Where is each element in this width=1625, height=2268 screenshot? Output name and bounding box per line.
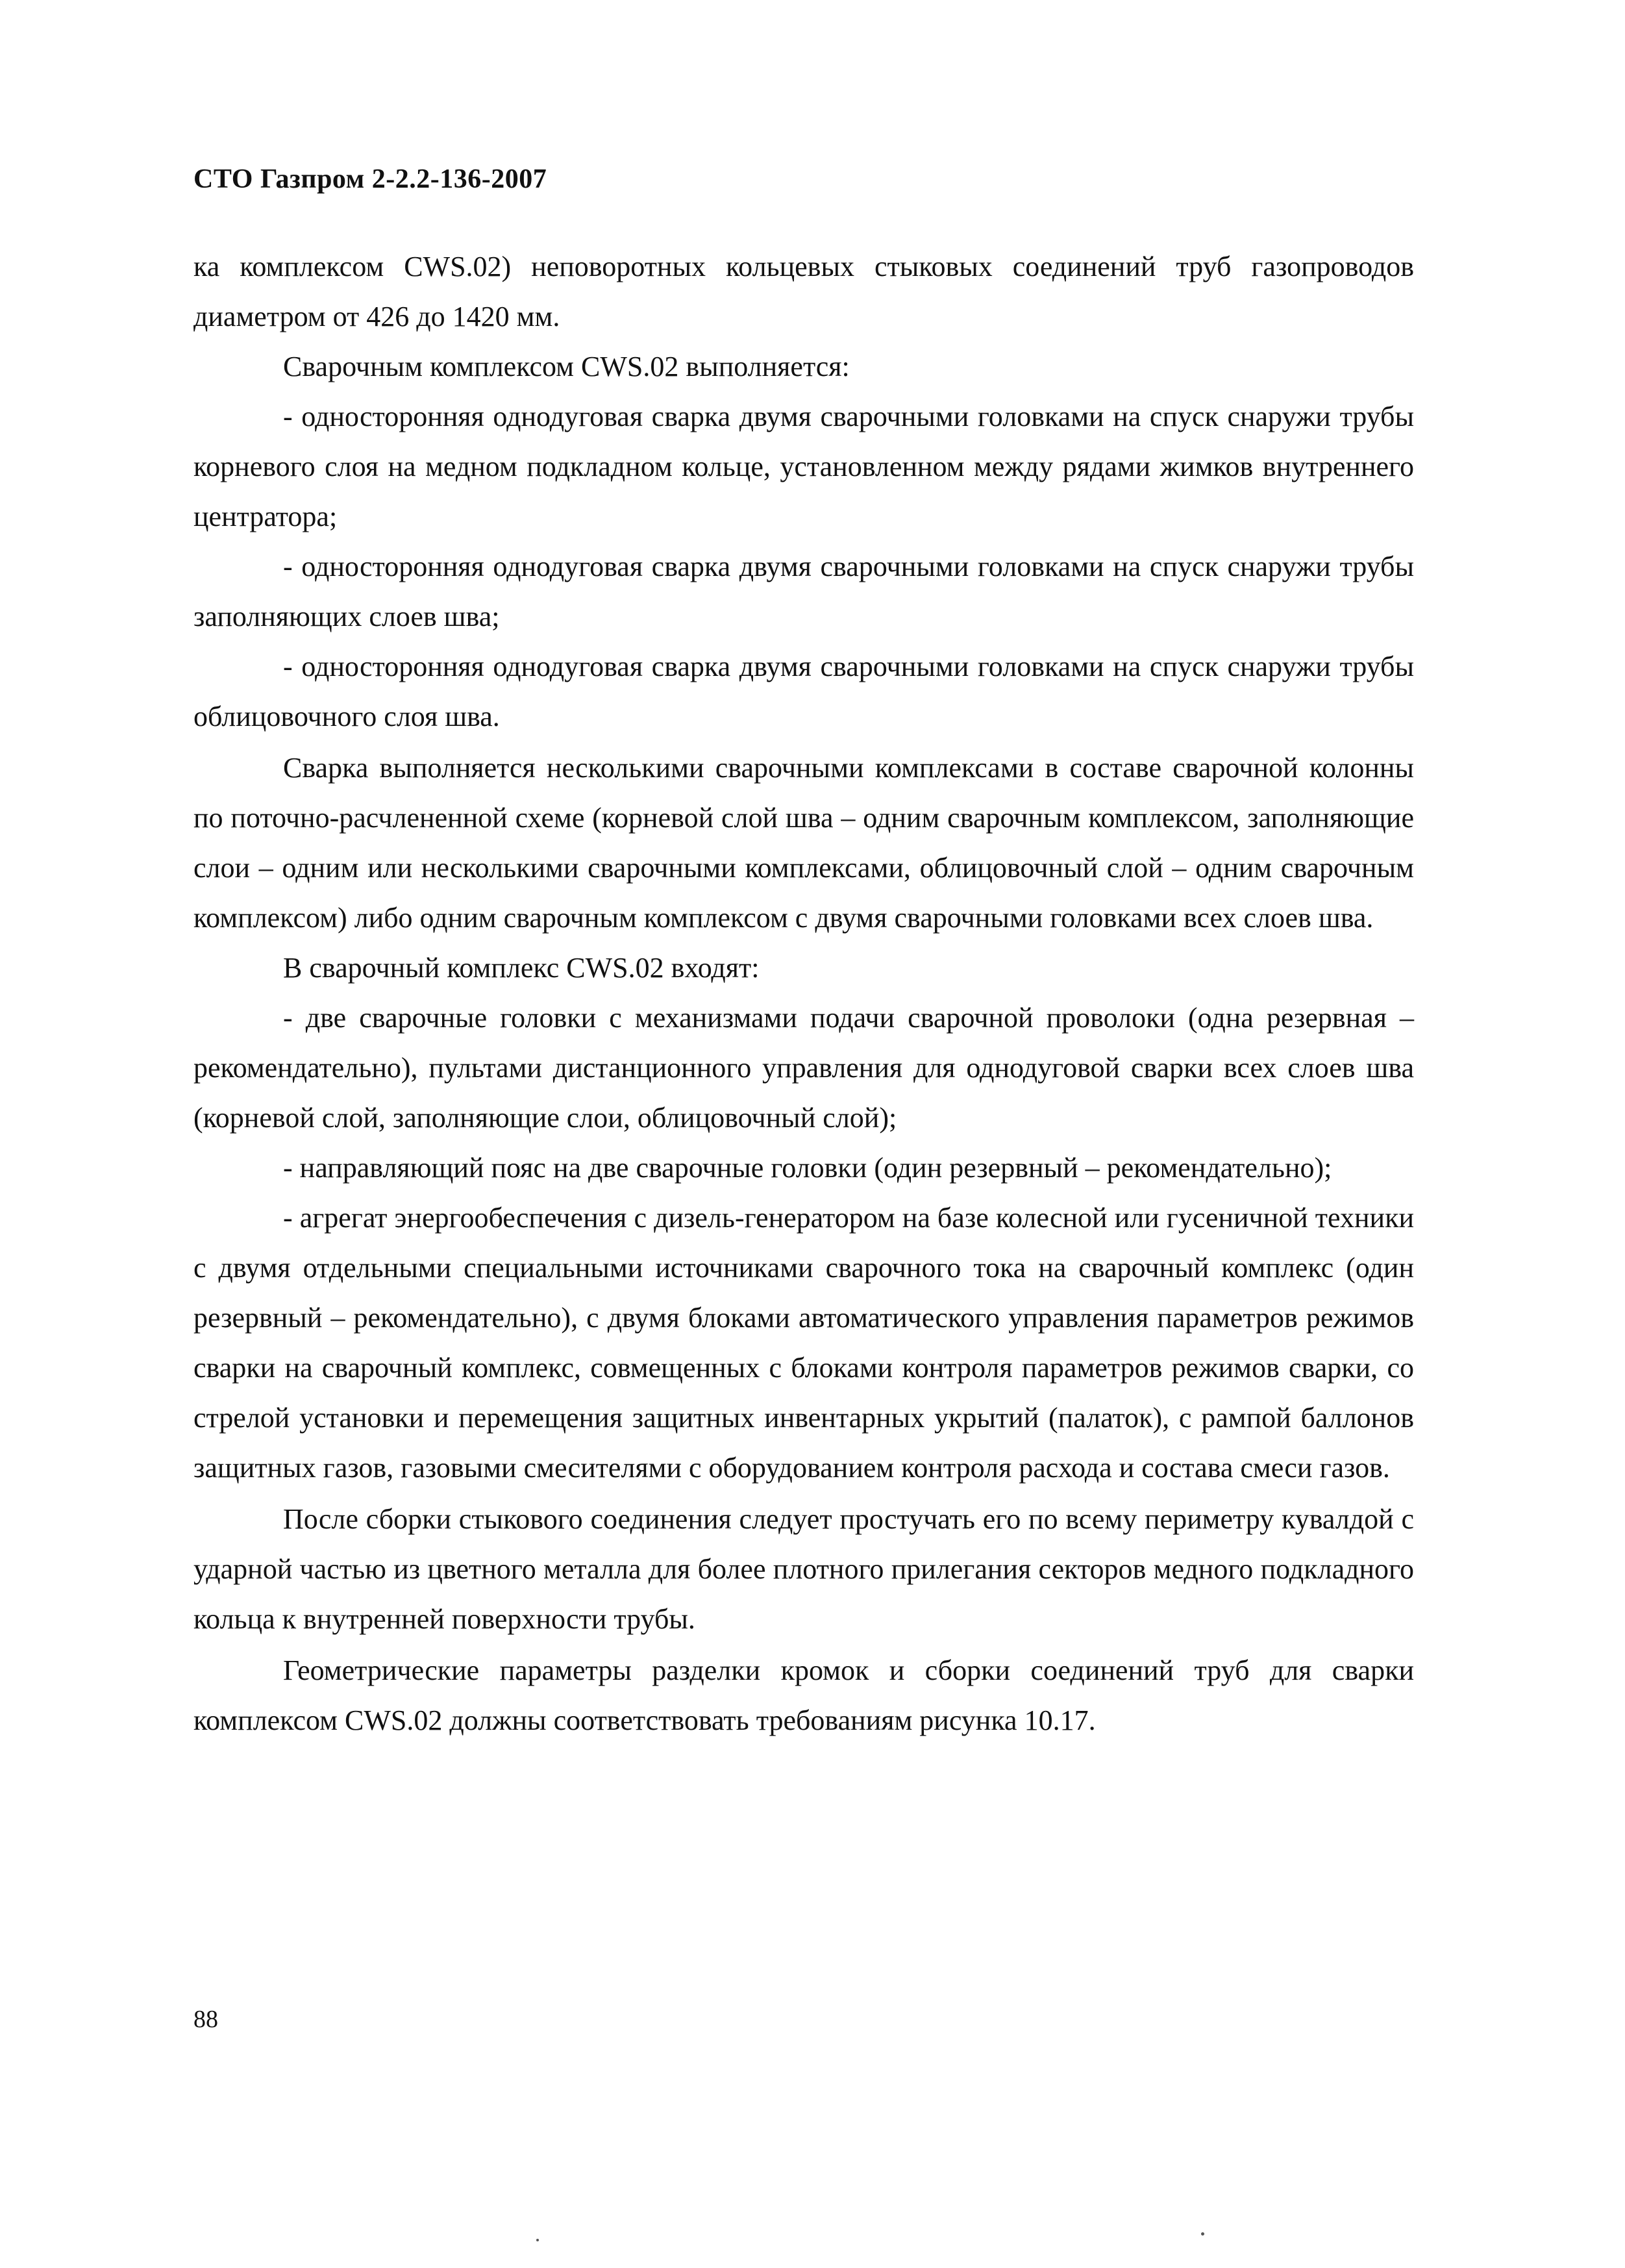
page-number: 88 — [193, 2006, 218, 2033]
list-item: - две сварочные головки с механизмами подачи сварочной проволоки (одна резервная – рекомендательно), пультами дистанционного управления для однодуговой сварки всех слоев шва (корневой слой, заполняющие слои, облицовочный слой); — [193, 1002, 1414, 1134]
list-item: - направляющий пояс на две сварочные головки (один резервный – рекомендательно); — [283, 1152, 1332, 1184]
list-item: - односторонняя однодуговая сварка двумя сварочными головками на спуск снаружи трубы облицовочного слоя шва. — [193, 651, 1414, 732]
list-item: - односторонняя однодуговая сварка двумя сварочными головками на спуск снаружи трубы заполняющих слоев шва; — [193, 551, 1414, 632]
paragraph: После сборки стыкового соединения следует простучать его по всему периметру кувалдой с ударной частью из цветного металла для более плотного прилегания секторов медного подкладного кольца к внутренней поверхности трубы. — [193, 1503, 1414, 1635]
paragraph-continuation: ка комплексом CWS.02) неповоротных кольцевых стыковых соединений труб газопроводов диаметром от 426 до 1420 мм. — [193, 251, 1414, 332]
paragraph: Сварка выполняется несколькими сварочными комплексами в составе сварочной колонны по поточно-расчлененной схеме (корневой слой шва – одним сварочным комплексом, заполняющие слои – одним или несколькими сварочными комплексами, облицовочный слой – одним сварочным комплексом) либо одним сварочным комплексом с двумя сварочными головками всех слоев шва. — [193, 752, 1414, 934]
document-header: СТО Газпром 2-2.2-136-2007 — [193, 164, 547, 194]
paragraph: Геометрические параметры разделки кромок и сборки соединений труб для сварки комплексом CWS.02 должны соответствовать требованиям рисунка 10.17. — [193, 1654, 1414, 1736]
paragraph: В сварочный комплекс CWS.02 входят: — [283, 952, 760, 984]
paragraph: Сварочным комплексом CWS.02 выполняется: — [283, 351, 850, 382]
scan-speck — [536, 2239, 539, 2241]
document-body — [193, 242, 1414, 1745]
list-item: - агрегат энергообеспечения с дизель-генератором на базе колесной или гусеничной техники с двумя отдельными специальными источниками сварочного тока на сварочный комплекс (один резервный – рекомендательно), с двумя блоками автоматического управления параметров режимов сварки на сварочный комплекс, совмещенных с блоками контроля параметров режимов сварки, со стрелой установки и перемещения защитных инвентарных укрытий (палаток), с рампой баллонов защитных газов, газовыми смесителями с оборудованием контроля расхода и состава смеси газов. — [193, 1202, 1414, 1484]
list-item: - односторонняя однодуговая сварка двумя сварочными головками на спуск снаружи трубы корневого слоя на медном подкладном кольце, установленном между рядами жимков внутреннего центратора; — [193, 401, 1414, 532]
scan-speck — [1201, 2232, 1204, 2236]
